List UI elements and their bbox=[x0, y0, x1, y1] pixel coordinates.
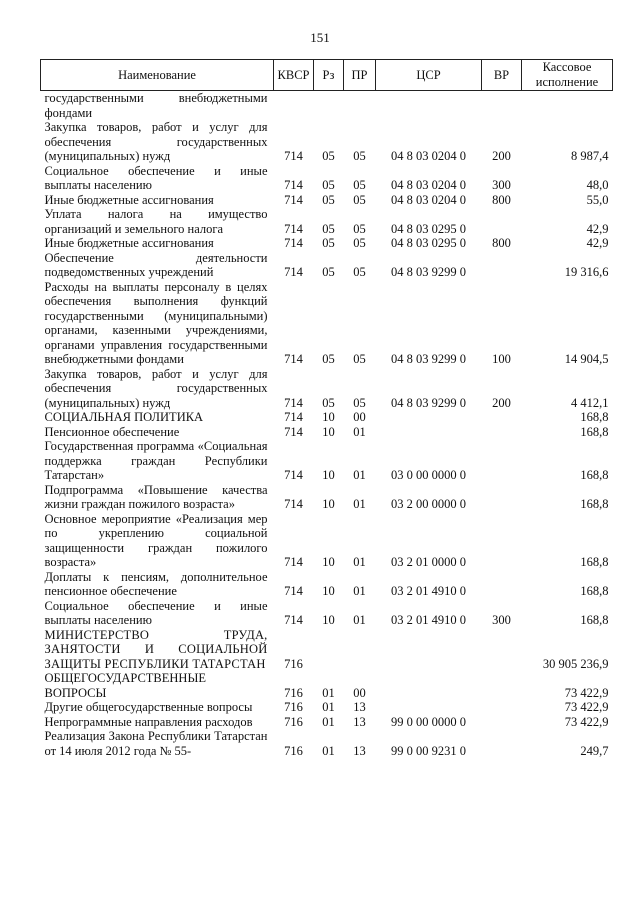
row-csr: 04 8 03 0204 0 bbox=[391, 149, 466, 163]
row-name: Закупка товаров, работ и услуг для обеспечения государственных (муниципальных) нужд bbox=[44, 366, 268, 410]
row-csr: 03 2 01 4910 0 bbox=[391, 613, 466, 627]
row-vr bbox=[482, 700, 522, 715]
row-rz: 10 bbox=[322, 424, 335, 439]
row-kvsr: 714 bbox=[284, 178, 303, 192]
table-row bbox=[41, 700, 613, 715]
row-csr bbox=[376, 628, 482, 672]
row-name: Другие общегосударственные вопросы bbox=[44, 700, 253, 714]
row-rz: 10 bbox=[322, 497, 335, 511]
row-kvsr: 714 bbox=[284, 410, 303, 424]
row-rz: 10 bbox=[322, 584, 335, 598]
row-vr bbox=[482, 91, 522, 121]
table-row bbox=[41, 439, 613, 483]
table-row bbox=[41, 236, 613, 251]
table-row bbox=[41, 599, 613, 628]
row-execution: 168,8 bbox=[580, 584, 609, 598]
header-kvsr: КВСР bbox=[274, 60, 314, 91]
row-rz: 05 bbox=[322, 395, 335, 410]
table-row bbox=[41, 410, 613, 425]
row-vr bbox=[482, 570, 522, 599]
row-vr bbox=[482, 207, 522, 236]
row-execution: 14 904,5 bbox=[564, 352, 609, 366]
row-execution: 55,0 bbox=[586, 192, 609, 207]
row-pr: 05 bbox=[353, 192, 366, 207]
row-kvsr: 714 bbox=[284, 424, 303, 439]
row-vr: 300 bbox=[492, 178, 511, 192]
row-csr bbox=[376, 671, 482, 700]
row-pr: 13 bbox=[353, 743, 366, 758]
row-vr bbox=[482, 628, 522, 672]
row-pr: 05 bbox=[353, 221, 366, 236]
row-csr: 99 0 00 0000 0 bbox=[391, 714, 466, 729]
row-pr bbox=[344, 628, 376, 672]
row-csr bbox=[376, 425, 482, 440]
row-kvsr: 714 bbox=[284, 468, 303, 482]
row-kvsr: 714 bbox=[284, 265, 303, 279]
row-execution: 4 412,1 bbox=[571, 395, 609, 410]
row-kvsr: 716 bbox=[284, 714, 303, 729]
row-pr: 00 bbox=[353, 410, 366, 424]
row-execution: 249,7 bbox=[580, 743, 609, 758]
row-vr bbox=[482, 410, 522, 425]
row-name: ОБЩЕГОСУДАРСТВЕННЫЕ ВОПРОСЫ bbox=[44, 671, 206, 700]
row-pr: 01 bbox=[353, 613, 366, 627]
row-name: Социальное обеспечение и иные выплаты населению bbox=[44, 163, 268, 192]
row-execution: 42,9 bbox=[586, 236, 609, 250]
row-csr: 04 8 03 0295 0 bbox=[391, 221, 466, 236]
row-name: Социальное обеспечение и иные выплаты населению bbox=[44, 598, 268, 627]
row-execution: 168,8 bbox=[580, 555, 609, 569]
table-header-row bbox=[41, 60, 613, 91]
table-row bbox=[41, 164, 613, 193]
row-vr: 100 bbox=[492, 352, 511, 366]
row-csr: 99 0 00 9231 0 bbox=[391, 743, 466, 758]
row-execution: 168,8 bbox=[580, 468, 609, 482]
row-name: Расходы на выплаты персоналу в целях обеспечения выполнения функций государственными (муниципальными) органами, казенными учреждениями, органами управления государственными внебюджетными фондами bbox=[44, 279, 268, 366]
row-name: Уплата налога на имущество организаций и земельного налога bbox=[44, 207, 268, 236]
row-pr: 00 bbox=[353, 685, 366, 700]
row-csr: 03 0 00 0000 0 bbox=[391, 468, 466, 482]
row-csr: 04 8 03 0204 0 bbox=[391, 178, 466, 192]
row-name: Обеспечение деятельности подведомственных учреждений bbox=[44, 250, 268, 279]
row-rz: 05 bbox=[322, 221, 335, 236]
row-csr bbox=[376, 410, 482, 425]
table-row bbox=[41, 120, 613, 164]
row-kvsr: 714 bbox=[284, 584, 303, 598]
row-pr: 05 bbox=[353, 352, 366, 366]
header-vr: ВР bbox=[482, 60, 522, 91]
row-name: Реализация Закона Республики Татарстан от 14 июля 2012 года № 55- bbox=[44, 729, 268, 758]
row-pr: 01 bbox=[353, 555, 366, 569]
row-rz: 01 bbox=[322, 714, 335, 729]
row-csr: 03 2 01 4910 0 bbox=[391, 584, 466, 598]
row-kvsr: 714 bbox=[284, 555, 303, 569]
row-kvsr: 714 bbox=[284, 395, 303, 410]
row-execution: 168,8 bbox=[580, 410, 609, 424]
row-rz: 10 bbox=[322, 468, 335, 482]
row-execution: 168,8 bbox=[580, 497, 609, 511]
row-kvsr: 716 bbox=[284, 656, 303, 671]
row-vr: 200 bbox=[492, 149, 511, 163]
row-csr bbox=[376, 700, 482, 715]
row-execution: 73 422,9 bbox=[564, 714, 609, 729]
row-kvsr: 716 bbox=[284, 700, 303, 714]
row-csr: 03 2 00 0000 0 bbox=[391, 497, 466, 511]
row-kvsr: 714 bbox=[284, 221, 303, 236]
table-row bbox=[41, 425, 613, 440]
row-csr: 04 8 03 9299 0 bbox=[391, 352, 466, 366]
row-vr: 800 bbox=[492, 236, 511, 250]
row-kvsr bbox=[274, 91, 314, 121]
row-csr: 03 2 01 0000 0 bbox=[391, 555, 466, 569]
row-pr: 01 bbox=[353, 584, 366, 598]
row-vr bbox=[482, 439, 522, 483]
row-rz: 05 bbox=[322, 265, 335, 279]
row-vr: 300 bbox=[492, 613, 511, 627]
row-vr bbox=[482, 251, 522, 280]
row-kvsr: 714 bbox=[284, 149, 303, 163]
header-rz: Рз bbox=[314, 60, 344, 91]
table-row bbox=[41, 207, 613, 236]
row-rz: 01 bbox=[322, 685, 335, 700]
row-execution: 42,9 bbox=[586, 221, 609, 236]
header-pr: ПР bbox=[344, 60, 376, 91]
row-kvsr: 714 bbox=[284, 613, 303, 627]
row-vr bbox=[482, 483, 522, 512]
row-vr bbox=[482, 671, 522, 700]
row-kvsr: 714 bbox=[284, 497, 303, 511]
row-csr: 04 8 03 9299 0 bbox=[391, 395, 466, 410]
header-name: Наименование bbox=[41, 60, 274, 91]
budget-execution-table bbox=[40, 59, 613, 758]
row-pr bbox=[344, 91, 376, 121]
row-rz: 05 bbox=[322, 149, 335, 163]
row-kvsr: 714 bbox=[284, 192, 303, 207]
row-name: СОЦИАЛЬНАЯ ПОЛИТИКА bbox=[44, 410, 204, 424]
row-name: Доплаты к пенсиям, дополнительное пенсионное обеспечение bbox=[44, 569, 268, 598]
row-pr: 05 bbox=[353, 236, 366, 250]
table-row bbox=[41, 483, 613, 512]
row-csr bbox=[376, 91, 482, 121]
row-execution: 30 905 236,9 bbox=[542, 656, 609, 671]
table-row bbox=[41, 251, 613, 280]
row-vr bbox=[482, 729, 522, 758]
row-csr: 04 8 03 0204 0 bbox=[391, 192, 466, 207]
row-name: Непрограммные направления расходов bbox=[44, 714, 253, 729]
row-name: Иные бюджетные ассигнования bbox=[44, 192, 214, 207]
row-execution bbox=[522, 91, 613, 121]
row-execution: 73 422,9 bbox=[564, 700, 609, 714]
row-pr: 05 bbox=[353, 265, 366, 279]
row-pr: 01 bbox=[353, 468, 366, 482]
row-name: Подпрограмма «Повышение качества жизни граждан пожилого возраста» bbox=[44, 482, 268, 511]
row-vr bbox=[482, 715, 522, 730]
row-vr: 200 bbox=[492, 395, 511, 410]
row-execution: 168,8 bbox=[580, 424, 609, 439]
row-name: Закупка товаров, работ и услуг для обеспечения государственных (муниципальных) нужд bbox=[44, 120, 268, 163]
row-execution: 73 422,9 bbox=[564, 685, 609, 700]
row-pr: 01 bbox=[353, 497, 366, 511]
table-row bbox=[41, 367, 613, 411]
row-execution: 48,0 bbox=[586, 178, 609, 192]
row-rz: 01 bbox=[322, 743, 335, 758]
row-pr: 13 bbox=[353, 700, 366, 714]
row-rz: 01 bbox=[322, 700, 335, 714]
table-row bbox=[41, 715, 613, 730]
table-row bbox=[41, 628, 613, 672]
header-execution: Кассовое исполнение bbox=[522, 60, 613, 91]
row-name: государственными внебюджетными фондами bbox=[44, 91, 268, 120]
row-execution: 8 987,4 bbox=[571, 149, 609, 163]
row-rz bbox=[314, 91, 344, 121]
row-rz: 05 bbox=[322, 178, 335, 192]
row-rz: 10 bbox=[322, 613, 335, 627]
row-rz: 05 bbox=[322, 236, 335, 250]
row-kvsr: 716 bbox=[284, 743, 303, 758]
row-rz bbox=[314, 628, 344, 672]
table-row bbox=[41, 671, 613, 700]
row-vr bbox=[482, 512, 522, 570]
table-row bbox=[41, 91, 613, 121]
row-kvsr: 716 bbox=[284, 685, 303, 700]
row-pr: 01 bbox=[353, 424, 366, 439]
row-pr: 05 bbox=[353, 178, 366, 192]
row-execution: 168,8 bbox=[580, 613, 609, 627]
row-name: Основное мероприятие «Реализация мер по укреплению социальной защищенности граждан пожилого возраста» bbox=[44, 511, 268, 569]
table-row bbox=[41, 570, 613, 599]
row-rz: 10 bbox=[322, 410, 335, 424]
row-name: Пенсионное обеспечение bbox=[44, 424, 180, 439]
row-vr: 800 bbox=[492, 192, 511, 207]
row-rz: 10 bbox=[322, 555, 335, 569]
row-rz: 05 bbox=[322, 192, 335, 207]
row-vr bbox=[482, 425, 522, 440]
table-body bbox=[41, 91, 613, 759]
row-kvsr: 714 bbox=[284, 352, 303, 366]
table-row bbox=[41, 193, 613, 208]
table-row bbox=[41, 729, 613, 758]
row-kvsr: 714 bbox=[284, 236, 303, 250]
row-execution: 19 316,6 bbox=[564, 265, 609, 279]
row-rz: 05 bbox=[322, 352, 335, 366]
row-pr: 05 bbox=[353, 149, 366, 163]
row-name: Государственная программа «Социальная поддержка граждан Республики Татарстан» bbox=[44, 439, 268, 482]
row-name: МИНИСТЕРСТВО ТРУДА, ЗАНЯТОСТИ И СОЦИАЛЬНОЙ ЗАЩИТЫ РЕСПУБЛИКИ ТАТАРСТАН bbox=[44, 627, 268, 671]
row-csr: 04 8 03 9299 0 bbox=[391, 265, 466, 279]
table-row bbox=[41, 512, 613, 570]
table-row bbox=[41, 280, 613, 367]
row-pr: 13 bbox=[353, 714, 366, 729]
page-number: 151 bbox=[310, 30, 330, 45]
row-pr: 05 bbox=[353, 395, 366, 410]
row-name: Иные бюджетные ассигнования bbox=[44, 236, 214, 250]
header-csr: ЦСР bbox=[376, 60, 482, 91]
row-csr: 04 8 03 0295 0 bbox=[391, 236, 466, 250]
